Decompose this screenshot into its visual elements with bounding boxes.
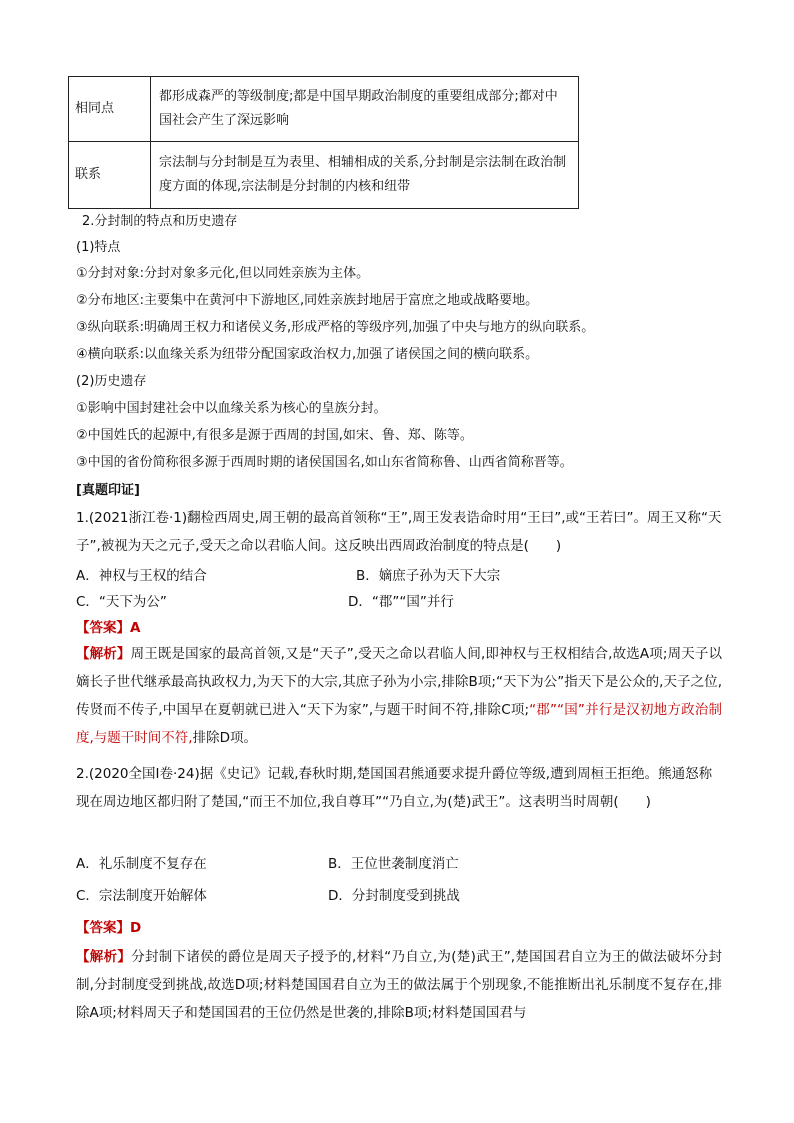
analysis-highlight: “郡”“国”并行是汉初地方政治制度,与题干时间不符, [76,702,722,746]
answer-value: A [130,620,141,636]
analysis-tag: 【解析】 [76,646,131,662]
q2-option-d: D．分封制度受到挑战 [328,888,460,904]
question-2-stem: 2.(2020全国Ⅰ卷·24)据《史记》记载,春秋时期,楚国国君熊通要求提升爵位等级,遭到周桓王拒绝。熊通怒称现在周边地区都归附了楚国,“而王不加位,我自尊耳”“乃自立,为(楚)武王”。这表明当时周朝( ) [76,766,713,810]
list-item: ①影响中国封建社会中以血缘关系为核心的皇族分封。 [76,401,387,416]
q1-option-a: A．神权与王权的结合 [76,568,207,584]
comparison-table [68,76,579,209]
subsection-title: (1)特点 [76,240,121,255]
q2-analysis [76,943,722,1027]
row-content-relation: 宗法制与分封制是互为表里、相辅相成的关系,分封制是宗法制在政治制度方面的体现,宗法制是分封制的内核和纽带 [151,142,579,209]
row-head-relation: 联系 [69,142,151,209]
row-content-similarity: 都形成森严的等级制度;都是中国早期政治制度的重要组成部分;都对中国社会产生了深远影响 [151,77,579,142]
q1-option-c: C．“天下为公” [76,594,167,610]
list-item: ④横向联系:以血缘关系为纽带分配国家政治权力,加强了诸侯国之间的横向联系。 [76,347,539,362]
answer-tag: 【答案】 [76,620,130,636]
answer-tag: 【答案】 [76,920,130,936]
q2-option-c: C．宗法制度开始解体 [76,888,207,904]
section-title: 2.分封制的特点和历史遗存 [82,214,238,229]
answer-value: D [130,920,142,936]
list-item: ①分封对象:分封对象多元化,但以同姓亲族为主体。 [76,266,370,281]
q2-option-b: B．王位世袭制度消亡 [328,856,459,872]
zhenti-heading: [真题印证] [76,483,140,498]
question-1-stem: 1.(2021浙江卷·1)翻检西周史,周王朝的最高首领称“王”,周王发表诰命时用“王曰”,或“王若曰”。周王又称“天子”,被视为天之元子,受天之命以君临人间。这反映出西周政治制度的特点是( ) [76,510,722,554]
analysis-text: 分封制下诸侯的爵位是周天子授予的,材料“乃自立,为(楚)武王”,楚国国君自立为王的做法破坏分封制,分封制度受到挑战,故选D项;材料楚国国君自立为王的做法属于个别现象,不能推断出礼乐制度不复存在,排除A项;材料周天子和楚国国君的王位仍然是世袭的,排除B项;材料楚国国君与 [76,949,722,1021]
list-item: ③中国的省份简称很多源于西周时期的诸侯国国名,如山东省简称鲁、山西省简称晋等。 [76,455,573,470]
q1-analysis [76,640,722,752]
table-row [69,142,579,209]
row-head-similarity: 相同点 [69,77,151,142]
analysis-text: 周王既是国家的最高首领,又是“天子”,受天之命以君临人间,即神权与王权相结合,故选A项;周天子以嫡长子世代继承最高执政权力,为天下的大宗,其庶子孙为小宗,排除B项;“天下为公”指天下是公众的,天子之位,传贤而不传子,中国早在夏朝就已进入“天下为家”,与题干时间不符,排除C项; [76,646,723,718]
list-item: ②分布地区:主要集中在黄河中下游地区,同姓亲族封地居于富庶之地或战略要地。 [76,293,539,308]
list-item: ②中国姓氏的起源中,有很多是源于西周的封国,如宋、鲁、郑、陈等。 [76,428,473,443]
q1-answer [76,618,140,638]
analysis-tag: 【解析】 [76,949,132,965]
q2-option-a: A．礼乐制度不复存在 [76,856,207,872]
analysis-text-end: 排除D项。 [192,730,257,746]
q2-answer [76,918,141,938]
q1-option-d: D．“郡”“国”并行 [348,594,454,610]
list-item: ③纵向联系:明确周王权力和诸侯义务,形成严格的等级序列,加强了中央与地方的纵向联系。 [76,320,595,335]
q1-option-b: B．嫡庶子孙为天下大宗 [356,568,501,584]
subsection-title: (2)历史遗存 [76,374,147,389]
table-row [69,77,579,142]
